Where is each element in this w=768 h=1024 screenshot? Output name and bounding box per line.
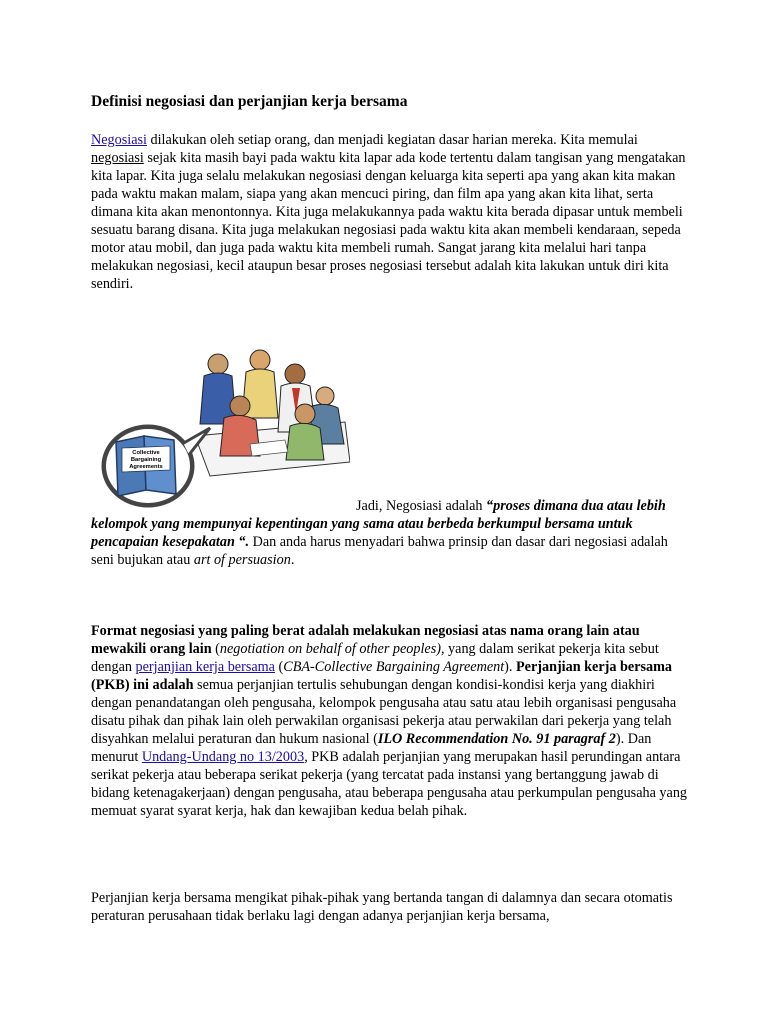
text: ). Dan menurut: [91, 731, 652, 765]
italic-term: art of persuasion: [193, 552, 291, 568]
meeting-illustration: [100, 344, 350, 510]
text: semua perjanjian tertulis sehubungan dengan kondisi-kondisi kerja yang diakhiri dengan penandatangan oleh pengusaha, kelompok pengusaha atau satu atau lebih organisasi pengusaha disatu pihak dan pihak lain oleh perwakilan organisasi pekerja atau perwakilan dari pekerja yang telah disyahkan melalui peraturan dan hukum nasional (: [91, 677, 677, 747]
bold-text: Perjanjian kerja bersama (PKB) ini adalah: [91, 659, 673, 693]
meeting-clipart-icon: [100, 344, 350, 510]
text: Jadi, Negosiasi adalah: [356, 498, 487, 514]
definition-quote: “proses dimana dua atau lebih kelompok yang mempunyai kepentingan yang sama atau berbeda berkumpul bersama untuk pencapaian kesepakatan “.: [91, 498, 666, 550]
book-label-line1: Collective: [132, 450, 160, 456]
paragraph-definition: [91, 497, 691, 569]
link-perjanjian-kerja-bersama[interactable]: perjanjian kerja bersama: [135, 659, 275, 675]
bold-italic-text: ILO Recommendation No. 91 paragraf 2: [377, 731, 616, 747]
paragraph-intro: [91, 131, 691, 293]
text: dilakukan oleh setiap orang, dan menjadi kegiatan dasar harian mereka. Kita memulai: [146, 132, 638, 148]
book-label-line3: Agreements: [129, 464, 163, 470]
text: , PKB adalah perjanjian yang merupakan hasil perundingan antara serikat pekerja atau beberapa serikat pekerja (yang tercatat pada instansi yang bertanggung jawab di bidang ketenagakerjaan) dengan pengusaha, atau beberapa pengusaha atau perkumpulan pengusaha yang memuat syarat syarat kerja, hak dan kewajiban kedua belah pihak.: [91, 749, 688, 819]
text: (: [274, 659, 284, 675]
text: Dan anda harus menyadari bahwa prinsip dan dasar dari negosiasi adalah seni bujukan atau: [91, 534, 668, 568]
bold-text: Format negosiasi yang paling berat adalah melakukan negosiasi atas nama orang lain atau mewakili orang lain: [91, 623, 640, 657]
book-label-line2: Bargaining: [130, 457, 162, 463]
text: .: [290, 552, 295, 568]
link-undang-undang[interactable]: Undang-Undang no 13/2003: [141, 749, 305, 765]
underlined-negosiasi: negosiasi: [91, 150, 144, 166]
text: (: [211, 641, 220, 657]
text: , yang dalam serikat pekerja kita sebut dengan: [91, 641, 659, 675]
italic-text: CBA-Collective Bargaining Agreement: [283, 659, 505, 675]
paragraph-binding: [91, 889, 691, 925]
italic-text: negotiation on behalf of other peoples): [219, 641, 441, 657]
page-title: Definisi negosiasi dan perjanjian kerja bersama: [91, 93, 408, 110]
text: ).: [504, 659, 516, 675]
paragraph-format: [91, 622, 691, 820]
text: sejak kita masih bayi pada waktu kita lapar ada kode tertentu dalam tangisan yang mengatakan kita lapar. Kita juga selalu melakukan negosiasi dengan keluarga kita seperti apa yang akan kita makan pada waktu makan malam, siapa yang akan mencuci piring, dan film apa yang akan kita lihat, serta dimana kita akan menontonnya. Kita juga melakukannya pada waktu kita berada dipasar untuk membeli sesuatu barang disana. Kita juga melakukan negosiasi pada waktu kita akan membeli kendaraan, sepeda motor atau mobil, dan juga pada waktu kita membeli rumah. Sangat jarang kita melalui hari tanpa melakukan negosiasi, kecil ataupun besar proses negosiasi tersebut adalah kita lakukan untuk diri kita sendiri.: [91, 150, 686, 292]
link-negosiasi[interactable]: Negosiasi: [91, 132, 147, 148]
text: Perjanjian kerja bersama mengikat pihak-pihak yang bertanda tangan di dalamnya dan secara otomatis peraturan perusahaan tidak berlaku lagi dengan adanya perjanjian kerja bersama,: [91, 890, 673, 924]
